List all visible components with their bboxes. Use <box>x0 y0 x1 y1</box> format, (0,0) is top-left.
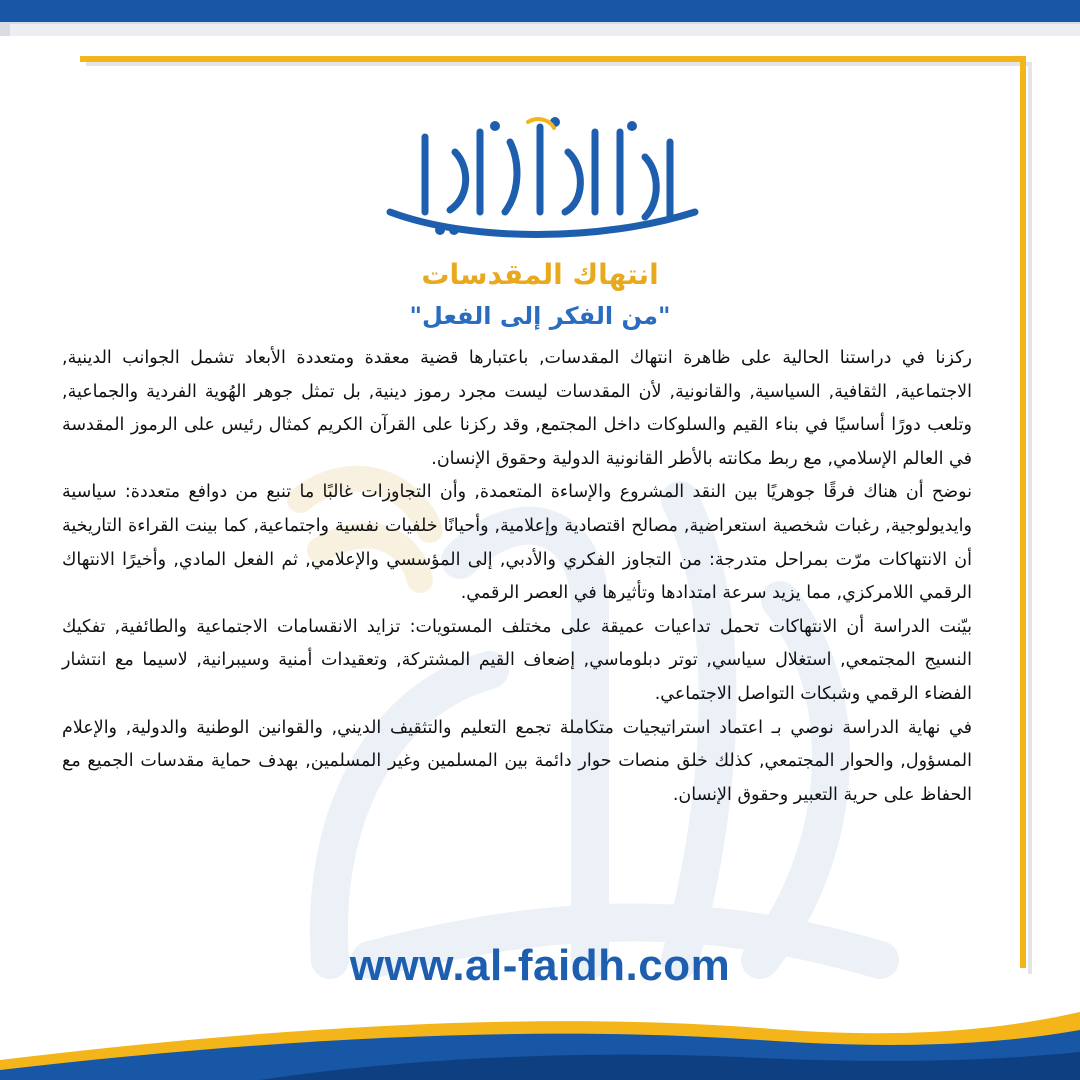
page-subtitle: "من الفكر إلى الفعل" <box>409 302 671 330</box>
top-grey-strip-inner <box>10 24 1080 36</box>
page-title: انتهاك المقدسات <box>421 258 659 291</box>
website-link[interactable]: www.al-faidh.com <box>349 941 731 990</box>
article-body <box>62 342 972 812</box>
center-logo-calligraphy-icon <box>370 112 710 252</box>
paragraph-3: بيّنت الدراسة أن الانتهاكات تحمل تداعيات عميقة على مختلف المستويات: تزايد الانقسامات الاجتماعية والطائفية, تفكيك النسيج المجتمعي, استغلال سياسي, توتر دبلوماسي, إضعاف القيم المشتركة, وتعقيدات أمنية وسيبرانية, لاسيما مع انتشار الفضاء الرقمي وشبكات التواصل الاجتماعي. <box>62 616 972 704</box>
paragraph-1: ركزنا في دراستنا الحالية على ظاهرة انتهاك المقدسات, باعتبارها قضية معقدة ومتعددة الأبعاد تشمل الجوانب الدينية, الاجتماعية, الثقافية, السياسية, والقانونية, لأن المقدسات ليست مجرد رموز دينية, بل تمثل جوهر الهُوية الفردية والجماعية, وتلعب دورًا أساسيًا في بناء القيم والسلوكات داخل المجتمع, وقد ركزنا على القرآن الكريم كمثال رئيس على الرموز المقدسة في العالم الإسلامي, مع ربط مكانته بالأطر القانونية الدولية وحقوق الإنسان. <box>62 348 972 469</box>
bottom-wave-decoration <box>0 1000 1080 1080</box>
paragraph-2: نوضح أن هناك فرقًا جوهريًا بين النقد المشروع والإساءة المتعمدة, وأن التجاوزات غالبًا ما تنبع من دوافع متعددة: سياسية وايديولوجية, رغبات شخصية استعراضية, مصالح اقتصادية وإعلامية, وأحيانًا خلفيات نفسية واجتماعية, كما بينت القراءة التاريخية أن الانتهاكات مرّت بمراحل متدرجة: من التجاوز الفكري والأدبي, إلى المؤسسي والإعلامي, ثم الفعل المادي, وأخيرًا الانتهاك الرقمي اللامركزي, مما يزيد سرعة امتدادها وتأثيرها في العصر الرقمي. <box>62 482 972 604</box>
top-header-bar <box>0 0 1080 22</box>
paragraph-4: في نهاية الدراسة نوصي بـ اعتماد استراتيجيات متكاملة تجمع التعليم والتثقيف الديني, والقوانين الوطنية والدولية, والإعلام المسؤول, والحوار المجتمعي, كذلك خلق منصات حوار دائمة بين المسلمين وغير المسلمين, بهدف حماية مقدسات الجميع مع الحفاظ على حرية التعبير وحقوق الإنسان. <box>62 717 972 805</box>
